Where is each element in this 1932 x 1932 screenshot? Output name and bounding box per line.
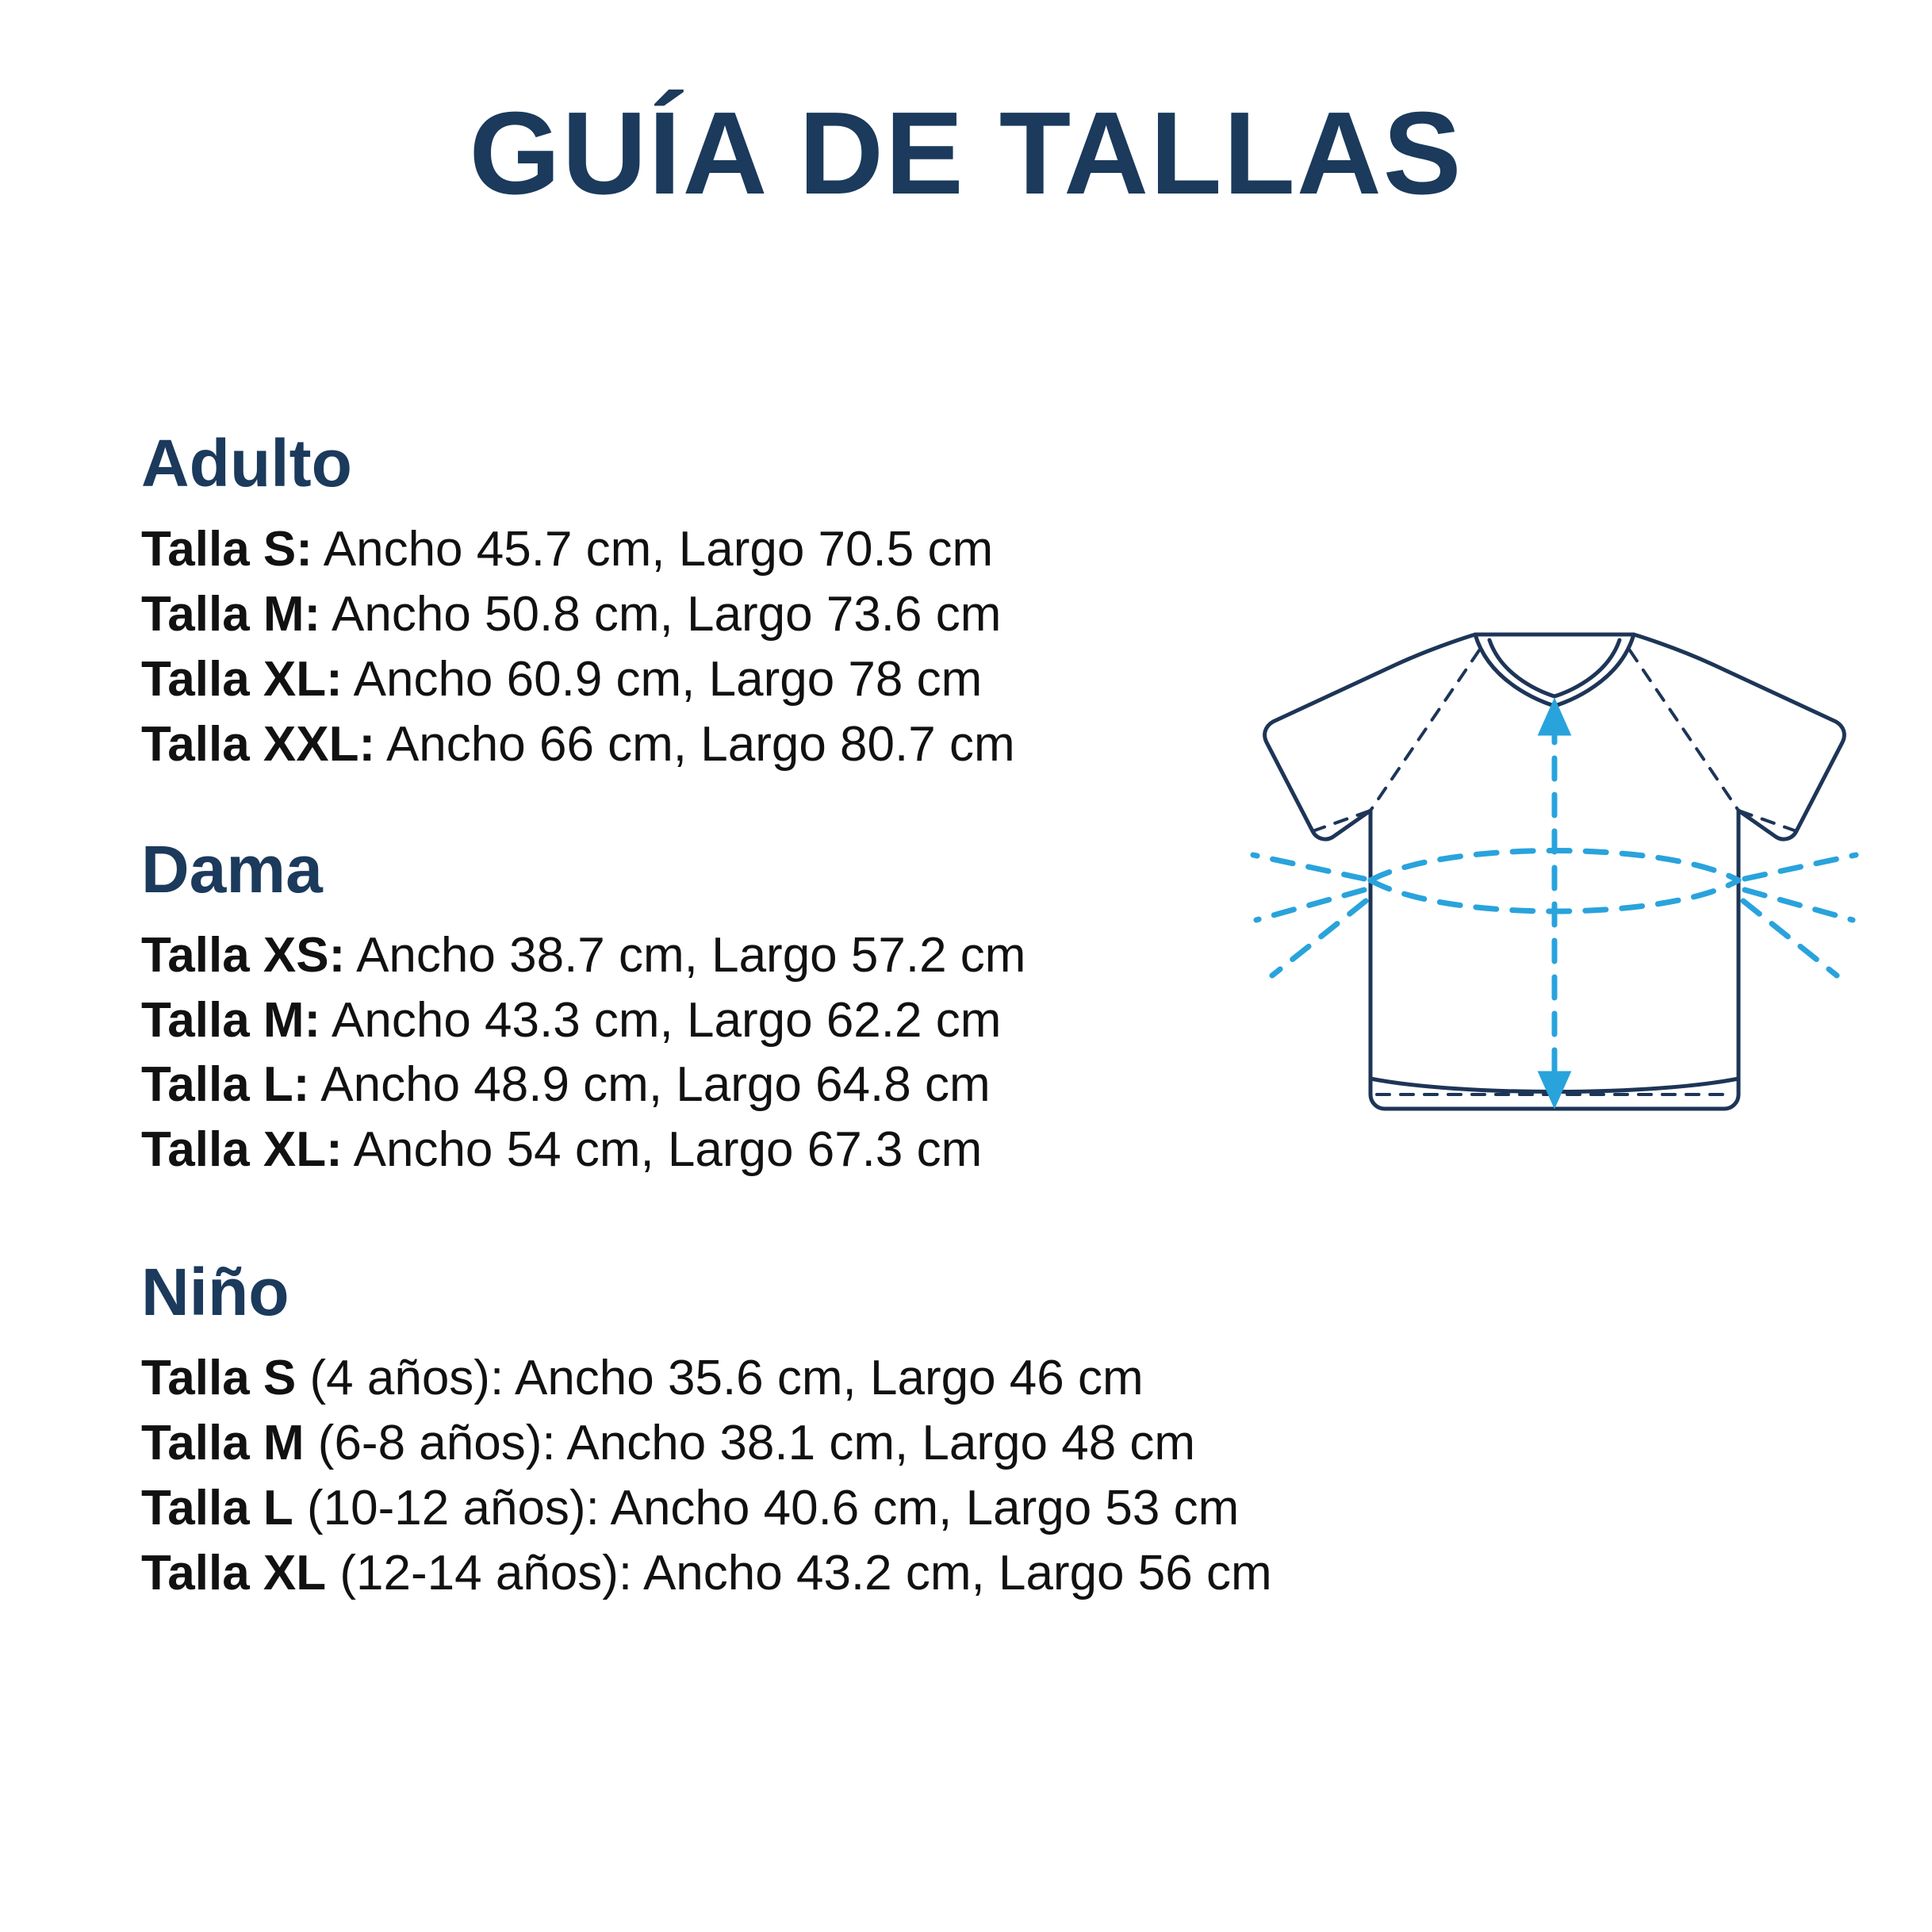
- size-label: Talla L:: [141, 1057, 310, 1113]
- size-label: Talla XL: [141, 1545, 327, 1600]
- size-row: [141, 1411, 1267, 1476]
- size-value: Ancho 60.9 cm, Largo 78 cm: [353, 651, 983, 707]
- section-dama-title: Dama: [141, 831, 323, 907]
- size-row: [141, 923, 1267, 988]
- size-value: Ancho 50.8 cm, Largo 73.6 cm: [332, 587, 1002, 642]
- size-label: Talla S: [141, 1351, 297, 1406]
- size-value: (4 años): Ancho 35.6 cm, Largo 46 cm: [309, 1351, 1144, 1406]
- size-value: (6-8 años): Ancho 38.1 cm, Largo 48 cm: [317, 1416, 1196, 1471]
- size-tables: [141, 426, 1272, 1655]
- size-label: Talla XS:: [141, 927, 346, 983]
- size-row: [141, 1117, 1267, 1183]
- size-value: Ancho 43.3 cm, Largo 62.2 cm: [332, 992, 1002, 1048]
- size-value: (10-12 años): Ancho 40.6 cm, Largo 53 cm: [307, 1480, 1240, 1535]
- size-row: [141, 517, 1267, 582]
- size-row: [141, 1541, 1272, 1606]
- size-value: Ancho 48.9 cm, Largo 64.8 cm: [320, 1057, 991, 1113]
- size-row: [141, 1346, 1267, 1411]
- tshirt-diagram-icon: [1237, 603, 1872, 1158]
- size-label: Talla XL:: [141, 1122, 343, 1178]
- size-row: [141, 1476, 1267, 1541]
- size-label: Talla M: [141, 1416, 305, 1471]
- size-label: Talla M:: [141, 992, 321, 1048]
- size-row: [141, 988, 1267, 1053]
- page-title: GUÍA DE TALLAS: [469, 88, 1463, 219]
- size-row: [141, 647, 1267, 712]
- size-row: [141, 712, 1267, 777]
- section-nino: [141, 1255, 1272, 1606]
- size-value: Ancho 38.7 cm, Largo 57.2 cm: [356, 927, 1026, 983]
- size-value: Ancho 66 cm, Largo 80.7 cm: [385, 716, 1015, 772]
- section-adulto: [141, 428, 1267, 777]
- size-value: Ancho 54 cm, Largo 67.3 cm: [353, 1122, 983, 1178]
- size-label: Talla L: [141, 1480, 293, 1535]
- size-label: Talla M:: [141, 587, 321, 642]
- size-value: Ancho 45.7 cm, Largo 70.5 cm: [323, 522, 994, 577]
- size-row: [141, 582, 1267, 647]
- size-label: Talla XXL:: [141, 716, 376, 772]
- section-dama: [141, 831, 1267, 1183]
- section-nino-title: Niño: [141, 1255, 289, 1329]
- size-row: [141, 1052, 1267, 1117]
- size-label: Talla S:: [141, 522, 312, 577]
- size-label: Talla XL:: [141, 651, 343, 707]
- size-value: (12-14 años): Ancho 43.2 cm, Largo 56 cm: [339, 1545, 1272, 1600]
- section-adulto-title: Adulto: [141, 426, 352, 500]
